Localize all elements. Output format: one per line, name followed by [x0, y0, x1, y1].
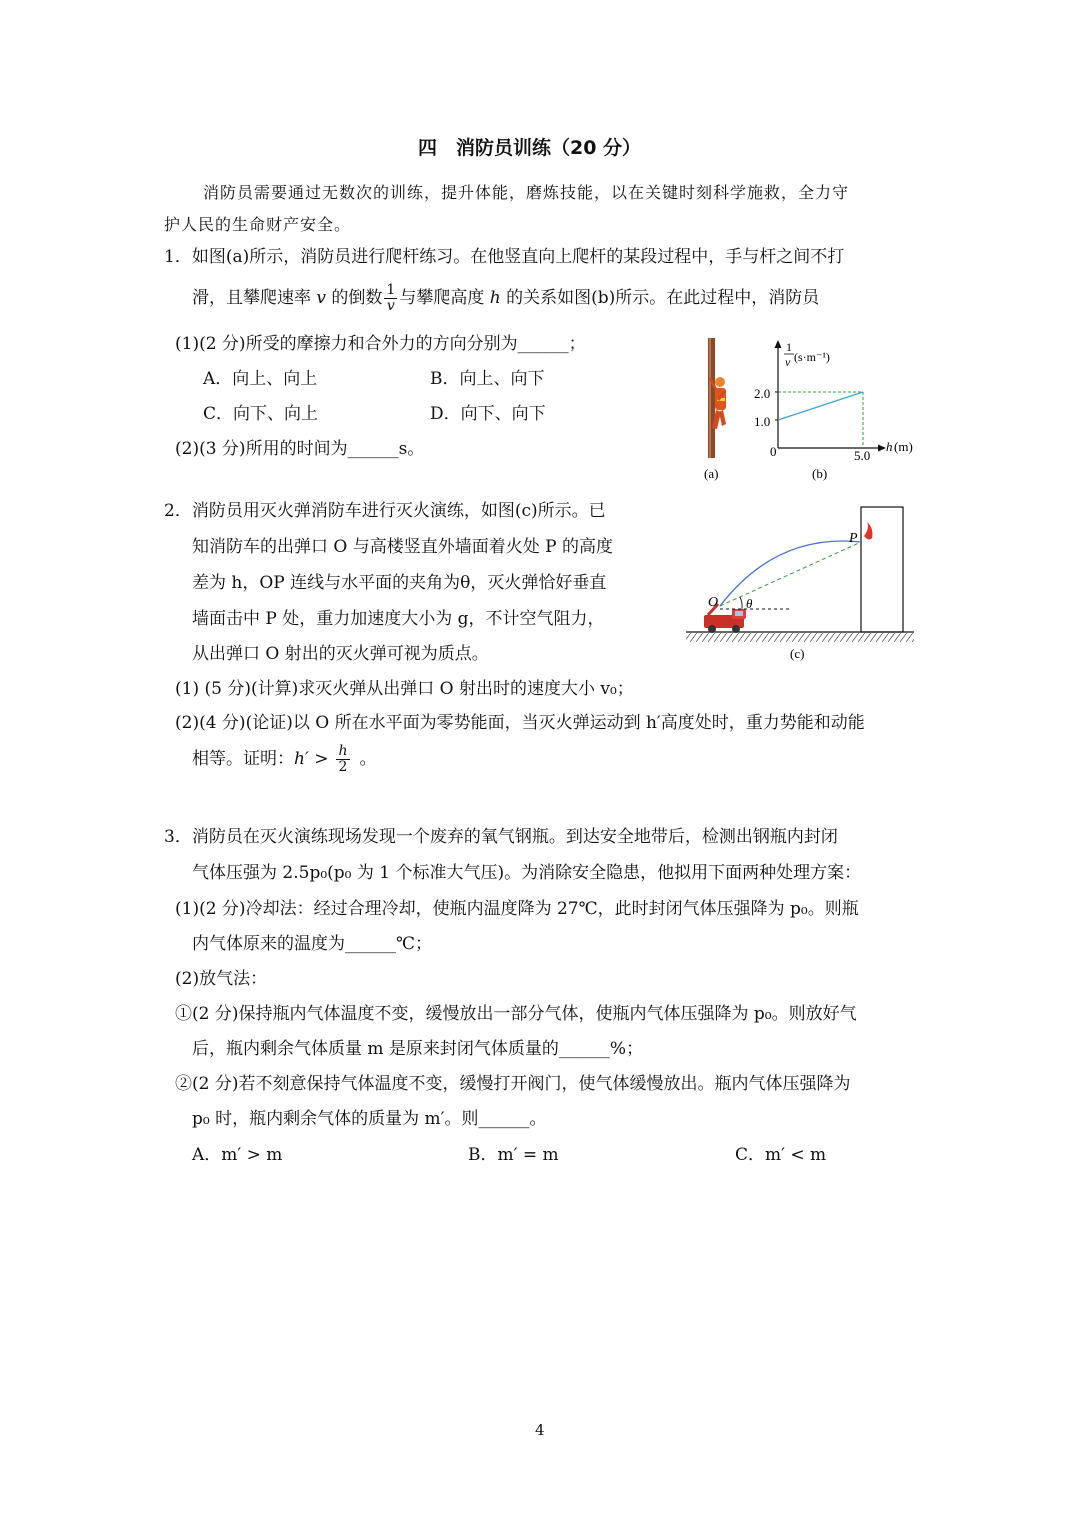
q2-sub-2-end: 。: [359, 749, 377, 769]
ground-hatch: [686, 633, 914, 642]
angle-arc: [740, 597, 742, 609]
q1-option-a: A．向上、向上: [203, 369, 318, 389]
q3-sub-2a-line-1: ①(2 分)保持瓶内气体温度不变，缓慢放出一部分气体，使瓶内气体压强降为 p₀。则放好气: [175, 1004, 857, 1024]
q3-sub-1-line-2: 内气体原来的温度为______℃；: [192, 934, 433, 954]
q2-line-5: 从出弹口 O 射出的灭火弹可视为质点。: [192, 644, 489, 664]
q2-line-2: 知消防车的出弹口 O 与高楼竖直外墙面着火处 P 的高度: [192, 537, 613, 557]
q1-sub-2: (2)(3 分)所用的时间为______s。: [175, 439, 425, 459]
q1-sub-1: (1)(2 分)所受的摩擦力和合外力的方向分别为______；: [175, 334, 586, 354]
section-title: 四 消防员训练（20 分）: [418, 137, 642, 159]
q2-ineq: h′ >: [294, 749, 329, 769]
figure-b-label: (b): [812, 466, 828, 481]
q2-line-3: 差为 h，OP 连线与水平面的夹角为θ，灭火弹恰好垂直: [192, 573, 607, 593]
q1-option-b: B．向上、向下: [430, 369, 545, 389]
q1-line-2d: 的关系如图(b)所示。在此过程中，消防员: [506, 288, 820, 308]
fig-b-ylabel-num: 1: [786, 340, 792, 354]
q3-option-a: A．m′ > m: [192, 1145, 283, 1165]
q1-line-1: 1．如图(a)所示，消防员进行爬杆练习。在他竖直向上爬杆的某段过程中，手与杆之间不打: [164, 247, 845, 267]
q3-sub-2: (2)放气法：: [175, 969, 268, 989]
fig-b-xlabel: h: [886, 439, 893, 454]
q2-sub-2-line-1: (2)(4 分)(论证)以 O 所在水平面为零势能面，当灭火弹运动到 h′高度处时，重力势能和动能: [175, 713, 865, 733]
op-line: [720, 542, 861, 606]
building: [861, 507, 903, 632]
q2-fraction: [336, 744, 349, 775]
fire-icon: [864, 522, 872, 540]
q2-line-4: 墙面击中 P 处，重力加速度大小为 g，不计空气阻力，: [192, 609, 605, 629]
fig-b-xunit: (m): [894, 439, 913, 454]
intro-line-1: 消防员需要通过无数次的训练，提升体能，磨炼技能，以在关键时刻科学施救，全力守: [203, 183, 850, 202]
angle-label: θ: [746, 596, 753, 611]
fig-b-ytick-1: 1.0: [754, 414, 771, 429]
q1-var-v: v: [316, 288, 327, 308]
page-number: 4: [535, 1421, 545, 1439]
fig-b-origin: 0: [770, 444, 777, 459]
fig-b-plot: [775, 392, 863, 448]
q3-option-b: B．m′ = m: [468, 1145, 559, 1165]
q3-option-c: C．m′ < m: [735, 1145, 827, 1165]
fig-b-xtick: 5.0: [854, 448, 871, 463]
intro-line-2: 护人民的生命财产安全。: [164, 215, 352, 234]
figure-a-label: (a): [704, 466, 719, 481]
q1-fraction: [384, 283, 397, 314]
q3-sub-2b-line-2: p₀ 时，瓶内剩余气体的质量为 m′。则______。: [192, 1109, 547, 1129]
fig-b-data-line: [778, 392, 863, 420]
q1-line-2: [192, 283, 819, 314]
q3-sub-2a-line-2: 后，瓶内剩余气体质量 m 是原来封闭气体质量的______%；: [192, 1039, 644, 1059]
fig-b-x-arrow: [878, 445, 886, 452]
fig-b-y-unit: (s·m⁻¹): [794, 350, 830, 364]
fig-b-ylabel-den: v: [785, 355, 791, 369]
q2-frac-num: h: [338, 743, 348, 759]
fig-b-y-arrow: [775, 340, 782, 348]
q2-sub-2-line-2a: 相等。证明：: [192, 749, 294, 769]
q1-frac-num: 1: [386, 282, 396, 298]
q2-frac-den: 2: [338, 759, 348, 775]
q1-frac-den: v: [386, 298, 395, 314]
q3-sub-1-line-1: (1)(2 分)冷却法：经过合理冷却，使瓶内温度降为 27℃，此时封闭气体压强降为 p₀。则瓶: [175, 899, 859, 919]
q1-line-2c: 与攀爬高度: [399, 288, 485, 308]
q3-line-1: 3．消防员在灭火演练现场发现一个废弃的氧气钢瓶。到达安全地带后，检测出钢瓶内封闭: [164, 827, 838, 847]
figure-c: [684, 498, 920, 666]
q2-sub-2-line-2: [192, 744, 377, 775]
q3-line-2: 气体压强为 2.5p₀(p₀ 为 1 个标准大气压)。为消除安全隐患，他拟用下面两种处理方案：: [192, 863, 862, 883]
q2-line-1: 2．消防员用灭火弹消防车进行灭火演练，如图(c)所示。已: [164, 501, 606, 521]
point-o-label: O: [708, 595, 719, 610]
figure-c-label: (c): [790, 646, 805, 661]
fig-b-ytick-2: 2.0: [754, 386, 771, 401]
q1-line-2b: 的倒数: [331, 288, 383, 308]
q1-line-2a: 滑，且攀爬速率: [192, 288, 311, 308]
q1-var-h: h: [489, 288, 501, 308]
q1-option-d: D．向下、向下: [430, 404, 546, 424]
point-p-label: P: [849, 531, 858, 546]
q3-sub-2b-line-1: ②(2 分)若不刻意保持气体温度不变，缓慢打开阀门，使气体缓慢放出。瓶内气体压强降为: [175, 1074, 851, 1094]
q1-option-c: C．向下、向上: [203, 404, 319, 424]
figure-a-climber: [708, 338, 726, 458]
q2-sub-1: (1) (5 分)(计算)求灭火弹从出弹口 O 射出时的速度大小 v₀；: [175, 679, 634, 699]
figure-ab: [690, 330, 930, 490]
